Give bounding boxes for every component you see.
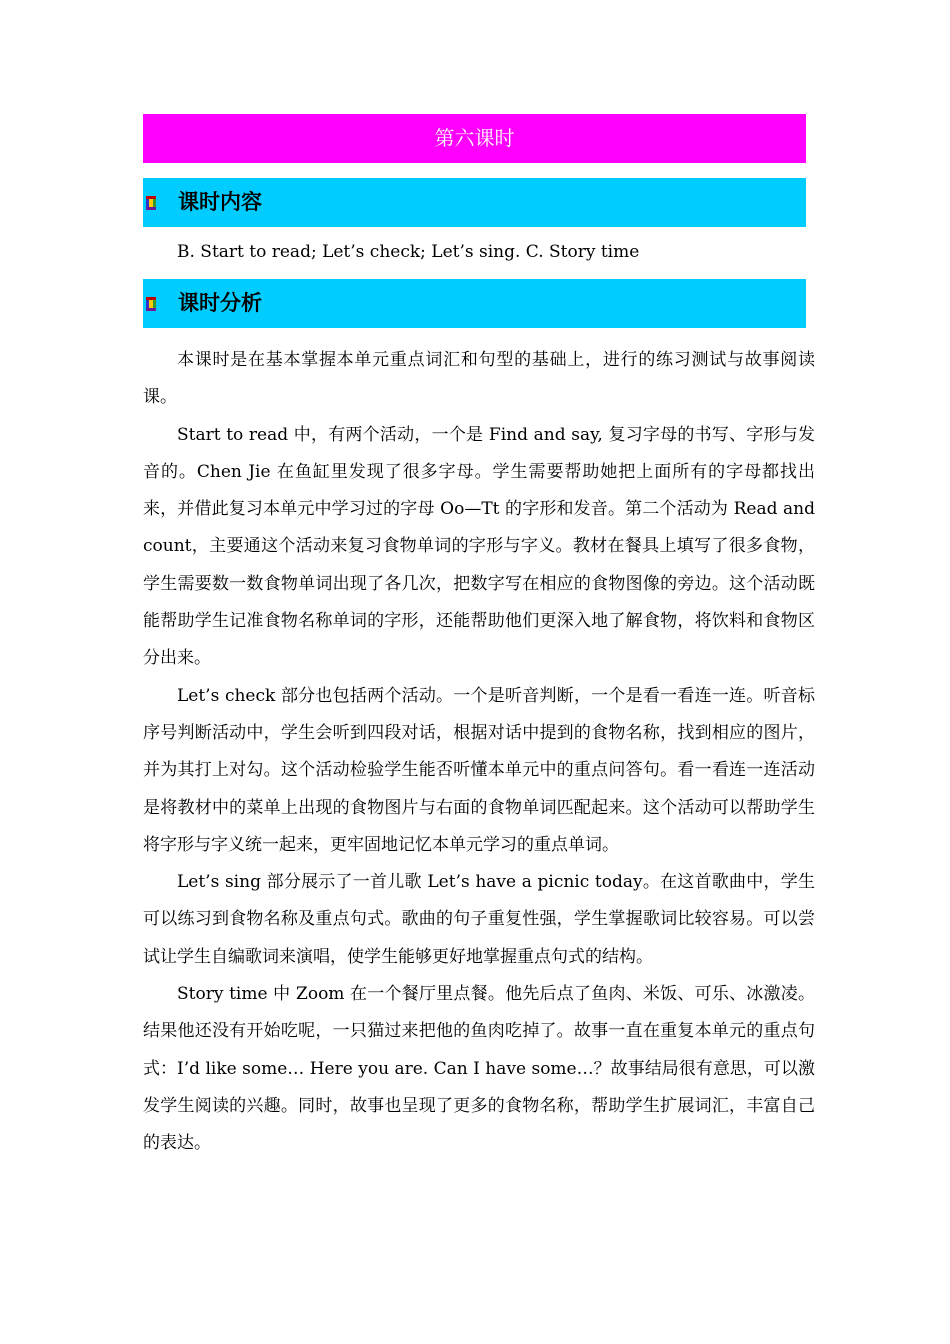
lesson-title: 第六课时	[434, 126, 515, 150]
analysis-paragraph: Let’s sing 部分展示了一首儿歌 Let’s have a picnic today。在这首歌曲中，学生可以练习到食物名称及重点句式。歌曲的句子重复性强，学生掌握歌词比较容易。可以尝试让学生自编歌词来演唱，使学生能够更好地掌握重点句式的结构。	[143, 872, 815, 967]
analysis-paragraph: Story time 中 Zoom 在一个餐厅里点餐。他先后点了鱼肉、米饭、可乐、冰激凌。结果他还没有开始吃呢，一只猫过来把他的鱼肉吃掉了。故事一直在重复本单元的重点句式：I’d like some… Here you are. Can I have some…？故事结局很有意思，可以激发学生阅读的兴趣。同时，故事也呈现了更多的食物名称，帮助学生扩展词汇，丰富自己的表达。	[143, 984, 815, 1154]
section-heading-text: 课时分析	[178, 291, 262, 315]
book-bullet-icon	[146, 297, 156, 311]
lesson-content-text: B. Start to read; Let’s check; Let’s sing. C. Story time	[177, 242, 640, 262]
section-heading-content	[143, 178, 806, 227]
lesson-title-bar	[143, 114, 806, 163]
analysis-paragraph: 本课时是在基本掌握本单元重点词汇和句型的基础上，进行的练习测试与故事阅读课。	[143, 350, 815, 408]
document-page	[143, 114, 815, 1163]
book-bullet-icon	[146, 196, 156, 210]
analysis-paragraph: Let’s check 部分也包括两个活动。一个是听音判断，一个是看一看连一连。听音标序号判断活动中，学生会听到四段对话，根据对话中提到的食物名称，找到相应的图片，并为其打上对勾。这个活动检验学生能否听懂本单元中的重点问答句。看一看连一连活动是将教材中的菜单上出现的食物图片与右面的食物单词匹配起来。这个活动可以帮助学生将字形与字义统一起来，更牢固地记忆本单元学习的重点单词。	[143, 685, 815, 855]
analysis-paragraph: Start to read 中，有两个活动，一个是 Find and say, 复习字母的书写、字形与发音的。Chen Jie 在鱼缸里发现了很多字母。学生需要帮助她把上面所有的字母都找出来，并借此复习本单元中学习过的字母 Oo—Tt 的字形和发音。第二个活动为 Read and count，主要通这个活动来复习食物单词的字形与字义。教材在餐具上填写了很多食物，学生需要数一数食物单词出现了各几次，把数字写在相应的食物图像的旁边。这个活动既能帮助学生记准食物名称单词的字形，还能帮助他们更深入地了解食物，将饮料和食物区分出来。	[143, 424, 815, 669]
section-heading-text: 课时内容	[178, 190, 262, 214]
analysis-body	[143, 342, 815, 1163]
section-heading-analysis	[143, 279, 806, 328]
